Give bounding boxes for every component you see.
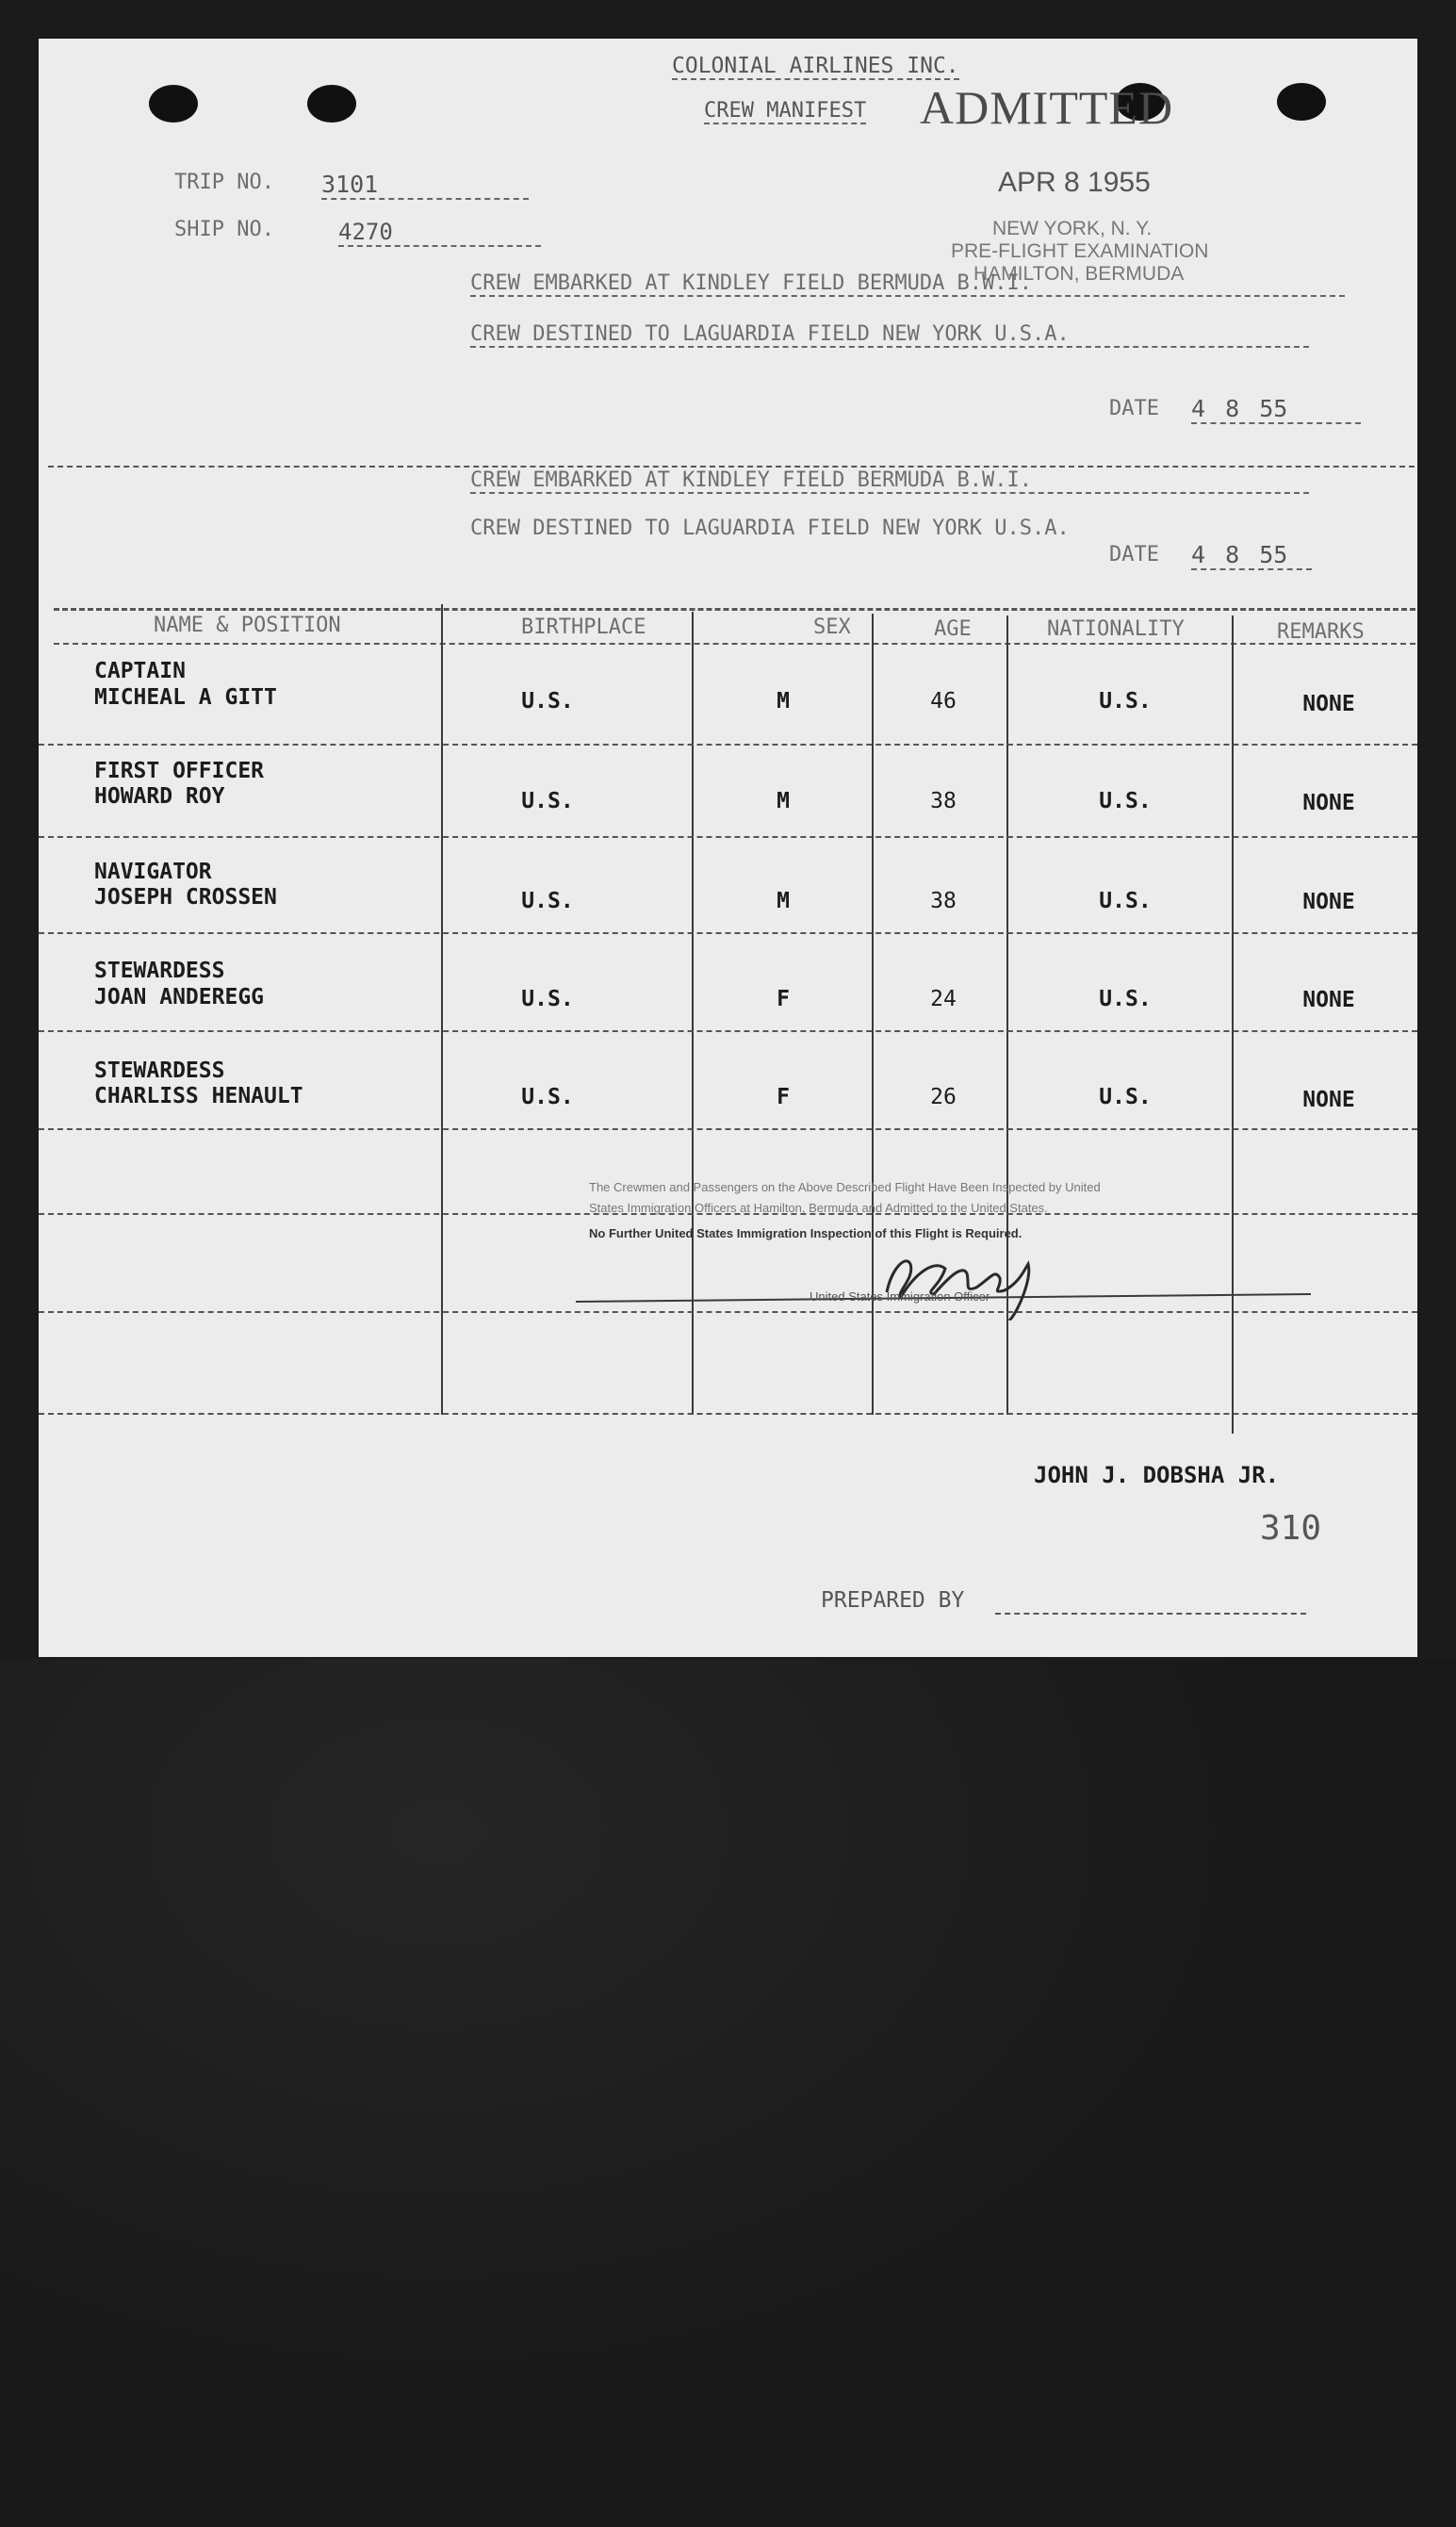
row5-name: CHARLISS HENAULT <box>94 1084 303 1108</box>
row2-sex: M <box>777 789 790 813</box>
document-type: CREW MANIFEST <box>704 99 867 123</box>
punch-hole-2 <box>307 85 356 123</box>
row5-nationality: U.S. <box>1099 1085 1152 1109</box>
row1-birthplace: U.S. <box>521 689 574 714</box>
row-divider-4 <box>39 1030 1417 1032</box>
ship-label: SHIP NO. <box>174 218 274 241</box>
prepared-by-line <box>995 1613 1306 1615</box>
row5-birthplace: U.S. <box>521 1085 574 1109</box>
preflight-exam: PRE-FLIGHT EXAMINATION <box>951 240 1209 262</box>
crew-embarked-line-2: CREW EMBARKED AT KINDLEY FIELD BERMUDA B.W.I. <box>470 468 1309 494</box>
row5-position: STEWARDESS <box>94 1058 225 1083</box>
header-name-position: NAME & POSITION <box>154 614 341 637</box>
row1-name: MICHEAL A GITT <box>94 685 277 710</box>
row1-remarks: NONE <box>1302 692 1355 716</box>
company-name: COLONIAL AIRLINES INC. <box>672 54 959 78</box>
row1-position: CAPTAIN <box>94 659 186 683</box>
row-divider-3 <box>39 932 1417 934</box>
header-sex: SEX <box>813 615 851 639</box>
row4-sex: F <box>777 987 790 1011</box>
date-label-1: DATE <box>1109 397 1159 420</box>
preflight-location: HAMILTON, BERMUDA <box>973 263 1185 285</box>
row3-birthplace: U.S. <box>521 889 574 913</box>
row4-name: JOAN ANDEREGG <box>94 985 265 1009</box>
row5-sex: F <box>777 1085 790 1109</box>
header-age: AGE <box>934 617 972 641</box>
date-label-2: DATE <box>1109 543 1159 566</box>
row2-remarks: NONE <box>1302 791 1355 815</box>
row4-remarks: NONE <box>1302 988 1355 1012</box>
prepared-by-label: PREPARED BY <box>821 1588 965 1613</box>
row3-remarks: NONE <box>1302 890 1355 914</box>
trip-number: 3101 <box>321 171 529 200</box>
immigration-stamp-line-2: States Immigration Officers at Hamilton, Bermuda and Admitted to the United States. <box>589 1201 1048 1215</box>
crew-destined-line-1: CREW DESTINED TO LAGUARDIA FIELD NEW YORK U.S.A. <box>470 322 1309 348</box>
row3-name: JOSEPH CROSSEN <box>94 885 277 910</box>
table-bottom-border <box>39 1413 1417 1415</box>
row1-age: 46 <box>930 689 957 714</box>
crew-embarked-line-1: CREW EMBARKED AT KINDLEY FIELD BERMUDA B.W.I. <box>470 271 1345 297</box>
row4-birthplace: U.S. <box>521 987 574 1011</box>
row2-position: FIRST OFFICER <box>94 759 265 783</box>
punch-hole-4 <box>1277 83 1326 121</box>
row5-age: 26 <box>930 1085 957 1109</box>
row-divider-5 <box>39 1128 1417 1130</box>
preparer-name: JOHN J. DOBSHA JR. <box>1034 1462 1280 1488</box>
admitted-stamp: ADMITTED <box>920 81 1174 134</box>
preflight-date: APR 8 1955 <box>998 167 1151 198</box>
punch-hole-1 <box>149 85 198 123</box>
row2-name: HOWARD ROY <box>94 784 225 809</box>
row-divider-1 <box>39 744 1417 746</box>
row3-nationality: U.S. <box>1099 889 1152 913</box>
immigration-stamp-line-3: No Further United States Immigration Inspection of this Flight is Required. <box>589 1226 1022 1240</box>
row3-sex: M <box>777 889 790 913</box>
row3-position: NAVIGATOR <box>94 860 212 884</box>
column-divider-1 <box>441 604 443 1415</box>
row2-nationality: U.S. <box>1099 789 1152 813</box>
row1-nationality: U.S. <box>1099 689 1152 714</box>
header-bottom-border <box>54 643 1415 645</box>
preflight-city: NEW YORK, N. Y. <box>992 218 1153 239</box>
table-top-border <box>54 608 1415 611</box>
header-remarks: REMARKS <box>1277 620 1365 644</box>
row4-position: STEWARDESS <box>94 959 225 983</box>
header-nationality: NATIONALITY <box>1047 617 1185 641</box>
ship-number: 4270 <box>338 219 541 247</box>
immigration-stamp-line-1: The Crewmen and Passengers on the Above Described Flight Have Been Inspected by United <box>589 1180 1101 1194</box>
scan-background <box>0 1659 1456 2527</box>
row2-age: 38 <box>930 789 957 813</box>
officer-signature <box>576 1236 1320 1321</box>
row1-sex: M <box>777 689 790 714</box>
row4-age: 24 <box>930 987 957 1011</box>
section-divider <box>48 466 1415 468</box>
row-divider-2 <box>39 836 1417 838</box>
row3-age: 38 <box>930 889 957 913</box>
header-birthplace: BIRTHPLACE <box>521 615 646 639</box>
row4-nationality: U.S. <box>1099 987 1152 1011</box>
date-value-2: 4 8 55 <box>1191 541 1312 570</box>
row2-birthplace: U.S. <box>521 789 574 813</box>
page-number: 310 <box>1260 1509 1322 1548</box>
trip-label: TRIP NO. <box>174 171 274 194</box>
manifest-page <box>39 39 1417 1657</box>
date-value-1: 4 8 55 <box>1191 395 1361 424</box>
row5-remarks: NONE <box>1302 1088 1355 1112</box>
crew-destined-line-2: CREW DESTINED TO LAGUARDIA FIELD NEW YORK U.S.A. <box>470 517 1070 540</box>
immigration-officer-label: United States Immigration Officer <box>810 1289 990 1304</box>
